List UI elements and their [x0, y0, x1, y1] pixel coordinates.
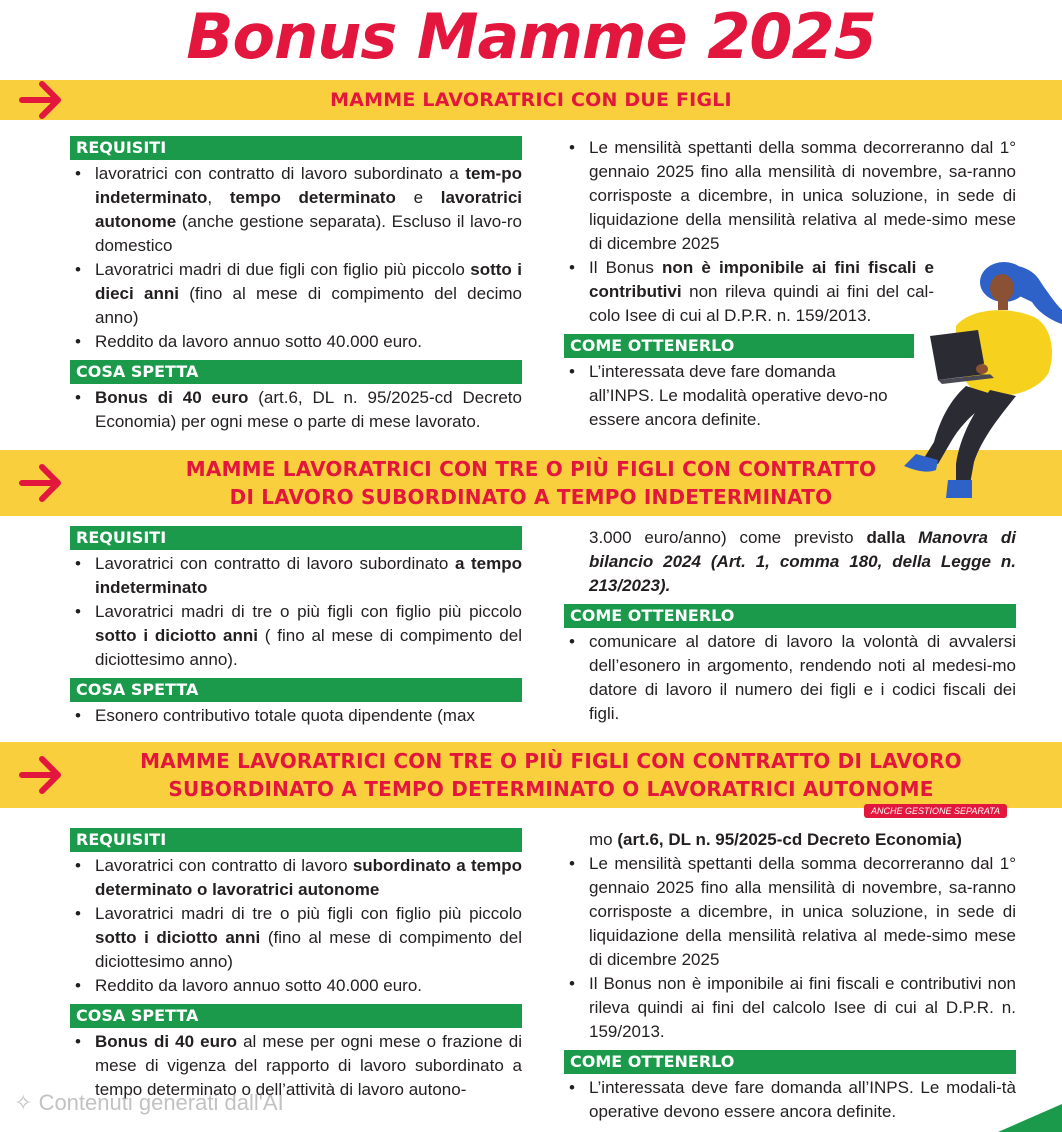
ai-sparkle-icon: ✧	[14, 1090, 33, 1115]
section-2-left-column	[70, 526, 522, 728]
continued-text: 3.000 euro/anno) come previsto dalla Manovra di bilancio 2024 (Art. 1, comma 180, della Legge n. 213/2023).	[589, 528, 1016, 595]
arrow-right-icon	[18, 78, 66, 122]
requisiti-header: REQUISITI	[70, 136, 522, 160]
list-item: • Lavoratrici con contratto di lavoro subordinato a tempo determinato o lavoratrici autonome	[70, 854, 522, 902]
list-item: • Il Bonus non è imponibile ai fini fiscali e contributivi non rileva quindi ai fini del cal-colo Isee di cui al D.P.R. n. 159/2013.	[564, 256, 934, 328]
page-title: Bonus Mamme 2025	[186, 0, 876, 73]
list-item: • Le mensilità spettanti della somma decorreranno dal 1° gennaio 2025 fino alla mensilità di novembre, sa-ranno corrisposte a dicembre, in unica soluzione, in sede di liquidazione della mensilità relativa al mede-simo mese di dicembre 2025	[564, 852, 1016, 972]
section-3-left-column	[70, 828, 522, 1102]
list-item: • Le mensilità spettanti della somma decorreranno dal 1° gennaio 2025 fino alla mensilità di novembre, sa-ranno corrisposte a dicembre, in unica soluzione, in sede di liquidazione della mensilità relativa al mede-simo mese di dicembre 2025	[564, 136, 1016, 256]
list-item: • Bonus di 40 euro (art.6, DL n. 95/2025-cd Decreto Economia) per ogni mese o parte di mese lavorato.	[70, 386, 522, 434]
list-item: • Reddito da lavoro annuo sotto 40.000 euro.	[70, 330, 522, 354]
section-3-band	[0, 742, 1062, 816]
cosa-spetta-header: COSA SPETTA	[70, 360, 522, 384]
arrow-right-icon	[18, 461, 66, 505]
list-item: • Lavoratrici con contratto di lavoro subordinato a tempo indeterminato	[70, 552, 522, 600]
section-3-title: MAMME LAVORATRICI CON TRE O PIÙ FIGLI CON CONTRATTO DI LAVORO SUBORDINATO A TEMPO DETERMINATO O LAVORATRICI AUTONOME	[140, 749, 962, 801]
come-ottenerlo-header: COME OTTENERLO	[564, 604, 1016, 628]
section-3-right-column	[564, 828, 1016, 1124]
status-badge: ANCHE GESTIONE SEPARATA	[864, 804, 1007, 818]
list-item: • L’interessata deve fare domanda all’INPS. Le modali-tà operative devono essere ancora definite.	[564, 1076, 1016, 1124]
arrow-right-icon	[18, 753, 66, 797]
list-item: • Lavoratrici madri di tre o più figli con figlio più piccolo sotto i diciotto anni (fino al mese di compimento del diciottesimo anno)	[70, 902, 522, 974]
list-item: • Bonus di 40 euro al mese per ogni mese o frazione di mese di vigenza del rapporto di lavoro subordinato a tempo determinato o dell’attività di lavoro autono-	[70, 1030, 522, 1102]
come-ottenerlo-header: COME OTTENERLO	[564, 334, 914, 358]
list-item: • lavoratrici con contratto di lavoro subordinato a tem-po indeterminato, tempo determinato e lavoratrici autonome (anche gestione separata). Escluso il lavo-ro domestico	[70, 162, 522, 258]
continued-text: mo (art.6, DL n. 95/2025-cd Decreto Economia)	[589, 830, 962, 849]
section-2-right-column	[564, 526, 1016, 726]
section-1-left-column	[70, 136, 522, 434]
requisiti-header: REQUISITI	[70, 526, 522, 550]
section-1-title: MAMME LAVORATRICI CON DUE FIGLI	[330, 89, 732, 111]
list-item: • L’interessata deve fare domanda all’INPS. Le modalità operative devo-no essere ancora definite.	[564, 360, 894, 432]
cosa-spetta-header: COSA SPETTA	[70, 1004, 522, 1028]
list-item: • Il Bonus non è imponibile ai fini fiscali e contributivi non rileva quindi ai fini del calcolo Isee di cui al D.P.R. n. 159/2013.	[564, 972, 1016, 1044]
list-item: • Reddito da lavoro annuo sotto 40.000 euro.	[70, 974, 522, 998]
ai-watermark: ✧ Contenuti generati dall'AI	[14, 1090, 284, 1115]
section-2-title: MAMME LAVORATRICI CON TRE O PIÙ FIGLI CON CONTRATTO DI LAVORO SUBORDINATO A TEMPO INDETERMINATO	[185, 457, 877, 509]
woman-with-laptop-illustration	[886, 258, 1062, 512]
cosa-spetta-header: COSA SPETTA	[70, 678, 522, 702]
list-item: • Lavoratrici madri di due figli con figlio più piccolo sotto i dieci anni (fino al mese di compimento del decimo anno)	[70, 258, 522, 330]
come-ottenerlo-header: COME OTTENERLO	[564, 1050, 1016, 1074]
list-item: • comunicare al datore di lavoro la volontà di avvalersi dell’esonero in argomento, rendendo noti al medesi-mo datore di lavoro il numero dei figli e i codici fiscali dei figli.	[564, 630, 1016, 726]
section-1-band	[0, 80, 1062, 120]
list-item: • Lavoratrici madri di tre o più figli con figlio più piccolo sotto i diciotto anni ( fino al mese di compimento del diciottesimo anno).	[70, 600, 522, 672]
requisiti-header: REQUISITI	[70, 828, 522, 852]
corner-decoration	[998, 1104, 1062, 1132]
list-item: • Esonero contributivo totale quota dipendente (max	[70, 704, 522, 728]
